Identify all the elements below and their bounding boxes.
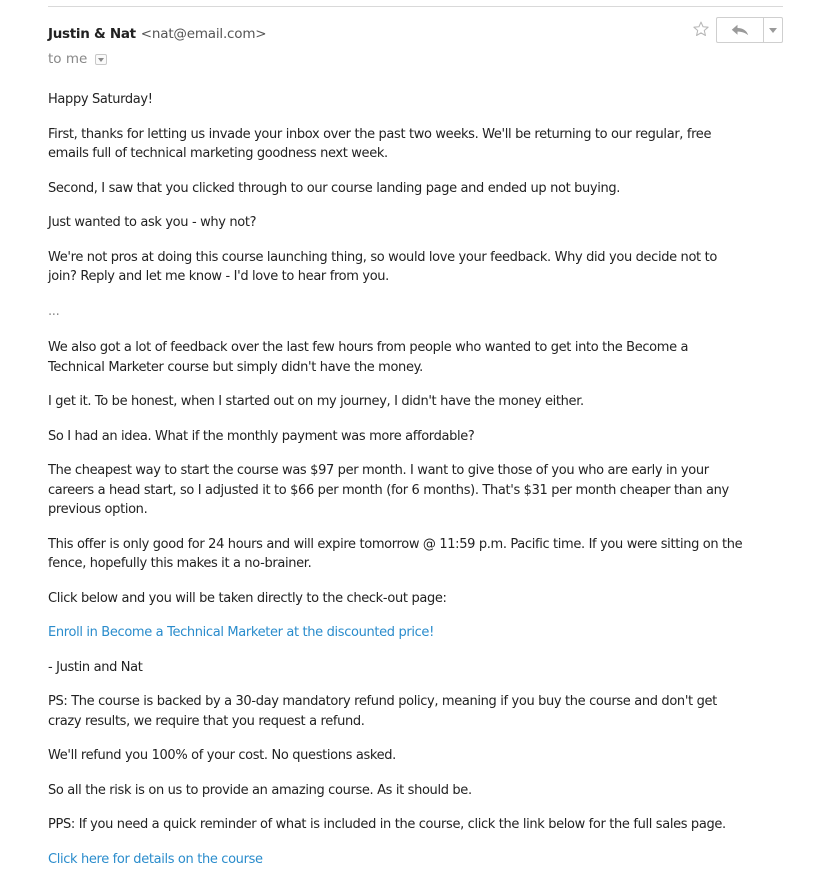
sender-line [48,24,266,43]
recipient-line [48,50,107,68]
sender-email[interactable]: <nat@email.com> [140,26,267,42]
paragraph-money-feedback: We also got a lot of feedback over the last few hours from people who wanted to get into the Become a Technical Marketer course but simply didn't have the money. [48,340,689,375]
paragraph-refund: We'll refund you 100% of your cost. No questions asked. [48,748,396,763]
paragraph-pps: PPS: If you need a quick reminder of what is included in the course, click the link below for the full sales page. [48,817,726,832]
enroll-link[interactable]: Enroll in Become a Technical Marketer at the discounted price! [48,625,434,640]
message-body [48,90,748,884]
star-icon[interactable] [691,19,711,39]
paragraph-checkout-intro: Click below and you will be taken directly to the check-out page: [48,590,447,606]
recipient-label: to me [48,51,88,67]
enroll-link-paragraph [48,623,748,643]
reply-button-group [716,17,783,43]
message-header [48,24,783,72]
details-link-paragraph [48,850,748,870]
reply-arrow-icon [731,24,749,36]
greeting: Happy Saturday! [48,92,153,107]
paragraph-risk: So all the risk is on us to provide an amazing course. As it should be. [48,782,472,798]
signoff: - Justin and Nat [48,659,143,675]
paragraph-feedback: We're not pros at doing this course launching thing, so would love your feedback. Why did you decide not to join? Reply and let me know - I'd love to hear from you. [48,249,717,284]
dropdown-caret-icon [769,28,777,33]
reply-button[interactable] [717,18,764,42]
paragraph-journey: I get it. To be honest, when I started out on my journey, I didn't have the money either. [48,394,584,409]
ellipsis: ... [48,303,60,319]
sender-name[interactable]: Justin & Nat [48,26,136,42]
paragraph-idea: So I had an idea. What if the monthly payment was more affordable? [48,428,475,444]
paragraph-why-not: Just wanted to ask you - why not? [48,215,257,230]
show-details-dropdown-icon[interactable] [95,54,107,65]
paragraph-landing-page: Second, I saw that you clicked through to our course landing page and ended up not buying. [48,180,621,196]
more-options-button[interactable] [764,18,782,42]
details-link[interactable]: Click here for details on the course [48,851,263,867]
paragraph-pricing: The cheapest way to start the course was $97 per month. I want to give those of you who are early in your careers a head start, so I adjusted it to $66 per month (for 6 months). That's $31 per month cheaper than any previous option. [48,463,729,517]
paragraph-thanks: First, thanks for letting us invade your inbox over the past two weeks. We'll be returning to our regular, free emails full of technical marketing goodness next week. [48,126,712,161]
paragraph-offer-expiry: This offer is only good for 24 hours and will expire tomorrow @ 11:59 p.m. Pacific time. If you were sitting on the fence, hopefully this makes it a no-brainer. [48,536,743,571]
paragraph-ps: PS: The course is backed by a 30-day mandatory refund policy, meaning if you buy the course and don't get crazy results, we require that you request a refund. [48,694,717,729]
header-divider [48,6,783,7]
